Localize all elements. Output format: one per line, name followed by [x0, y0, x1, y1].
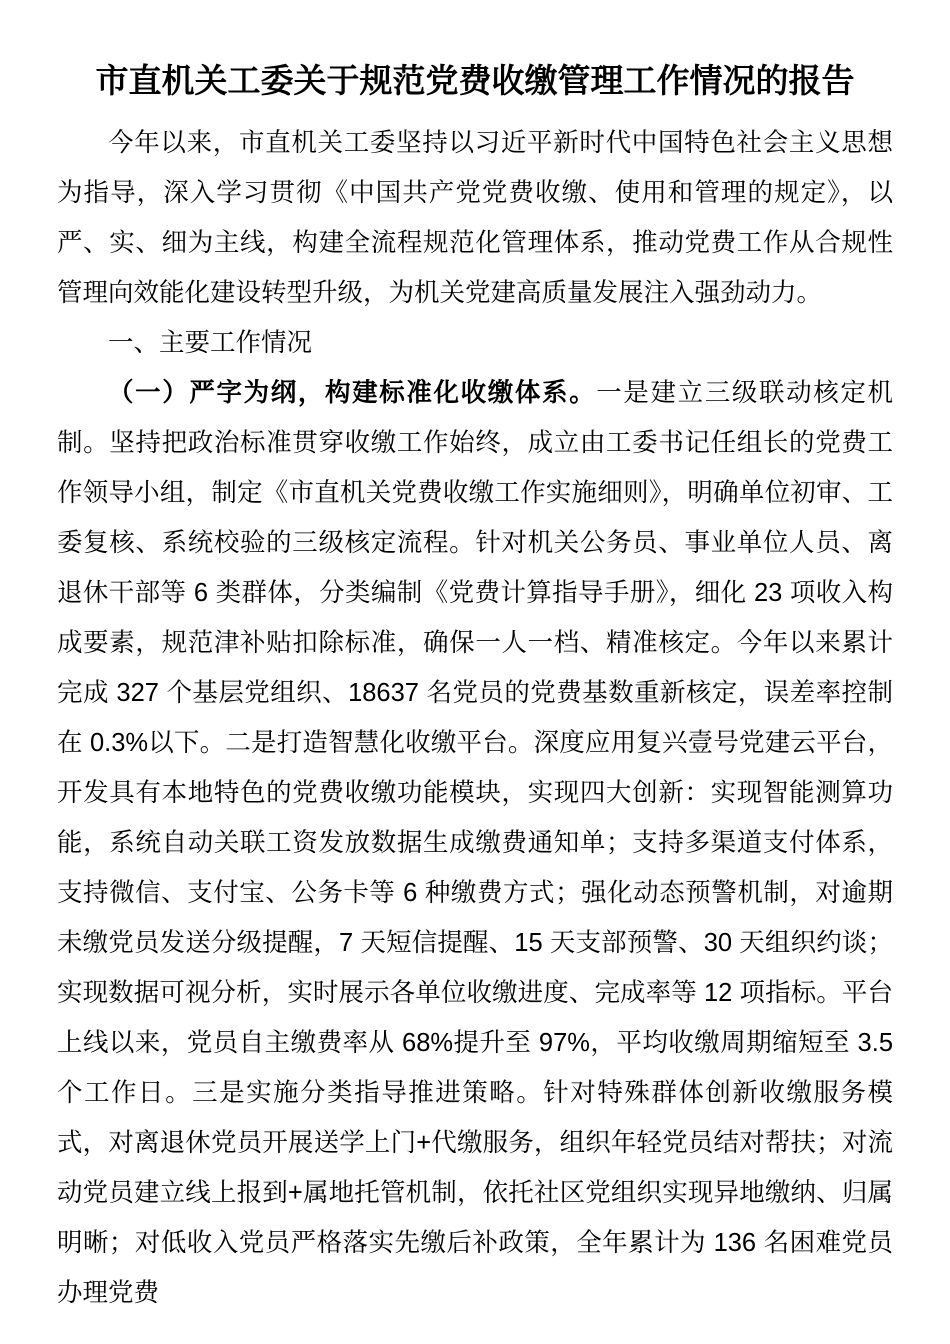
subsection-one-body-text: 一是建立三级联动核定机制。坚持把政治标准贯穿收缴工作始终，成立由工委书记任组长的党费工作领导小组，制定《市直机关党费收缴工作实施细则》，明确单位初审、工委复核、系统校验的三级核定流程。针对机关公务员、事业单位人员、离退休干部等 6 类群体，分类编制《党费计算指导手册》，细化 23 项收入构成要素，规范津补贴扣除标准，确保一人一档、精准核定。今年以来累计完成 327 个基层党组织、18637 名党员的党费基数重新核定，误差率控制在 0.3%以下。二是打造智慧化收缴平台。深度应用复兴壹号党建云平台，开发具有本地特色的党费收缴功能模块，实现四大创新：实现智能测算功能，系统自动关联工资发放数据生成缴费通知单；支持多渠道支付体系，支持微信、支付宝、公务卡等 6 种缴费方式；强化动态预警机制，对逾期未缴党员发送分级提醒，7 天短信提醒、15 天支部预警、30 天组织约谈；实现数据可视分析，实时展示各单位收缴进度、完成率等 12 项指标。平台上线以来，党员自主缴费率从 68%提升至 97%，平均收缴周期缩短至 3.5 个工作日。三是实施分类指导推进策略。针对特殊群体创新收缴服务模式，对离退休党员开展送学上门+代缴服务，组织年轻党员结对帮扶；对流动党员建立线上报到+属地托管机制，依托社区党组织实现异地缴纳、归属明晰；对低收入党员严格落实先缴后补政策，全年累计为 136 名困难党员办理党费 [57, 379, 893, 1307]
section-heading-one: 一、主要工作情况 [108, 329, 313, 357]
subsection-one-bold-heading: （一）严字为纲，构建标准化收缴体系。 [108, 379, 597, 407]
page-title: 市直机关工委关于规范党费收缴管理工作情况的报告 [95, 62, 855, 99]
subsection-one-paragraph [57, 368, 893, 1318]
intro-paragraph: 今年以来，市直机关工委坚持以习近平新时代中国特色社会主义思想为指导，深入学习贯彻《中国共产党党费收缴、使用和管理的规定》，以严、实、细为主线，构建全流程规范化管理体系，推动党费工作从合规性管理向效能化建设转型升级，为机关党建高质量发展注入强劲动力。 [57, 129, 893, 307]
